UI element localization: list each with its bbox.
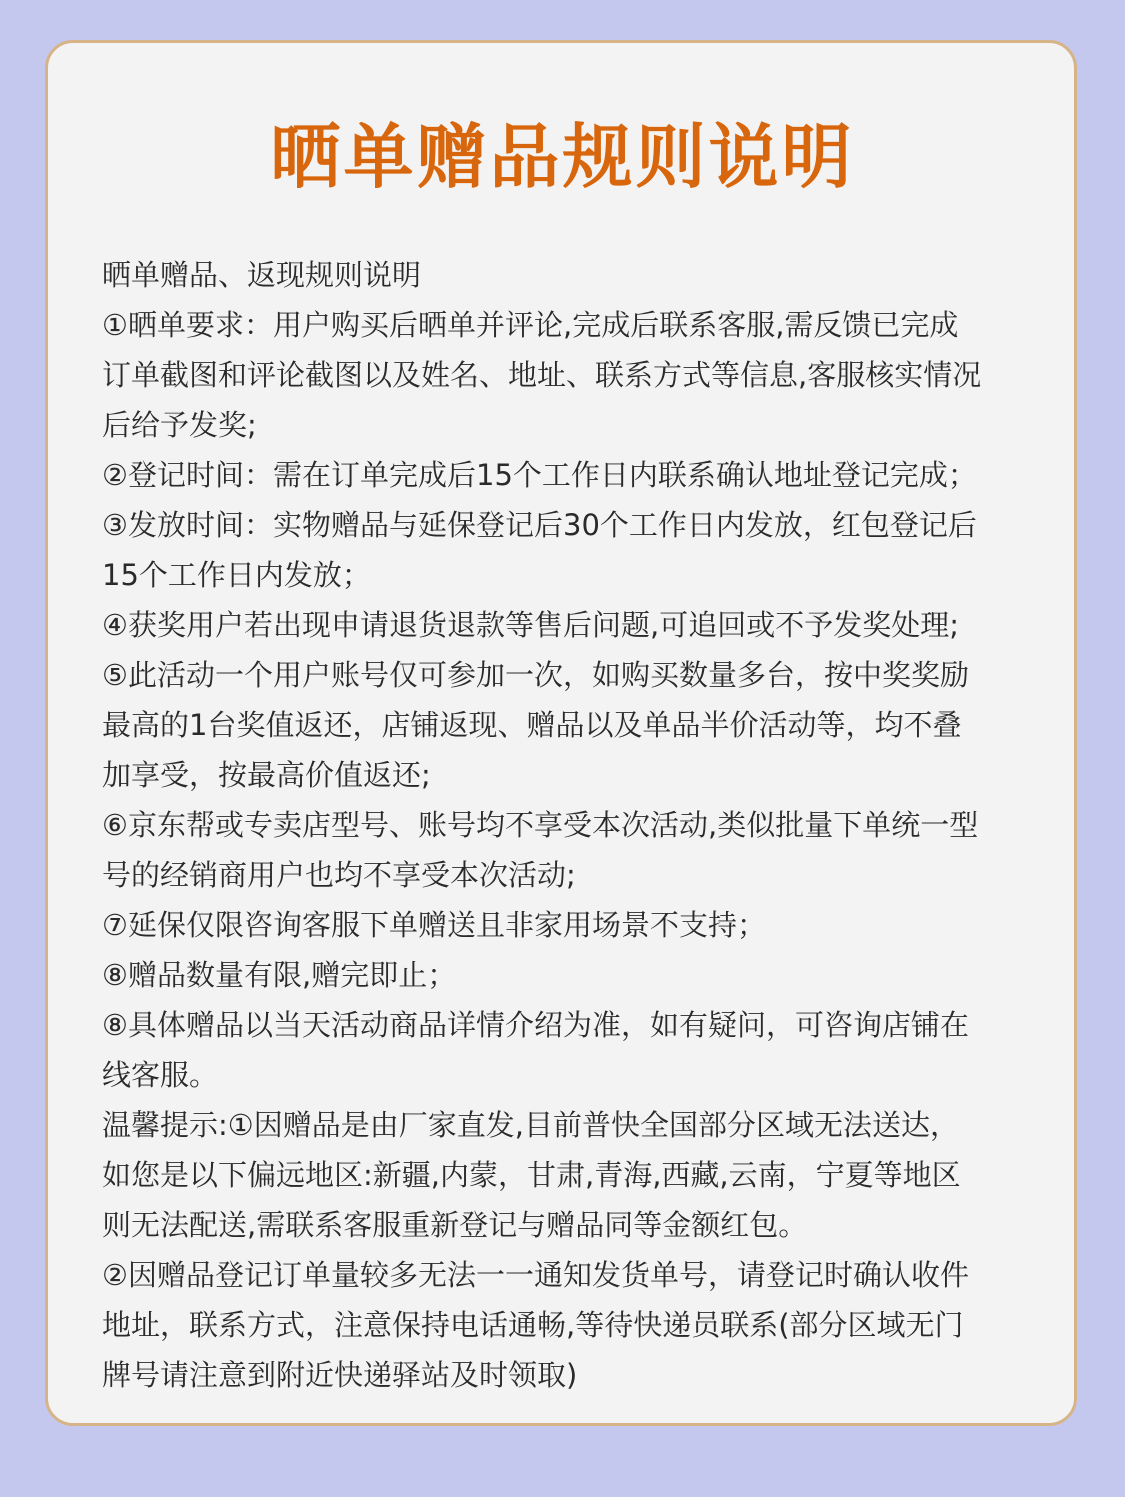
rules-line: 则无法配送,需联系客服重新登记与赠品同等金额红包。: [102, 1208, 808, 1242]
page-title: 晒单赠品规则说明: [270, 116, 855, 198]
rules-line: ③发放时间：实物赠品与延保登记后30个工作日内发放，红包登记后: [102, 508, 977, 542]
rules-text: [102, 250, 1062, 1400]
rules-line: ⑧具体赠品以当天活动商品详情介绍为准，如有疑问，可咨询店铺在: [102, 1008, 969, 1042]
rules-line: ⑧赠品数量有限,赠完即止；: [102, 958, 457, 992]
rules-line: 晒单赠品、返现规则说明: [102, 258, 422, 292]
rules-line: 牌号请注意到附近快递驿站及时领取): [102, 1358, 578, 1392]
rules-line: ①晒单要求：用户购买后晒单并评论,完成后联系客服,需反馈已完成: [102, 308, 959, 342]
rules-line: 地址，联系方式，注意保持电话通畅,等待快递员联系(部分区域无门: [102, 1308, 964, 1342]
rules-line: ⑤此活动一个用户账号仅可参加一次，如购买数量多台，按中奖奖励: [102, 658, 969, 692]
rules-line: 温馨提示:①因赠品是由厂家直发,目前普快全国部分区域无法送达，: [102, 1108, 959, 1142]
rules-line: 最高的1台奖值返还，店铺返现、赠品以及单品半价活动等，均不叠: [102, 708, 962, 742]
rules-line: 后给予发奖;: [102, 408, 257, 442]
rules-line: ⑦延保仅限咨询客服下单赠送且非家用场景不支持；: [102, 908, 766, 942]
rules-line: 15个工作日内发放；: [102, 558, 371, 592]
rules-line: 号的经销商用户也均不享受本次活动;: [102, 858, 576, 892]
rules-line: ④获奖用户若出现申请退货退款等售后问题,可追回或不予发奖处理;: [102, 608, 959, 642]
rules-line: 订单截图和评论截图以及姓名、地址、联系方式等信息,客服核实情况: [102, 358, 982, 392]
rules-line: ⑥京东帮或专卖店型号、账号均不享受本次活动,类似批量下单统一型: [102, 808, 979, 842]
rules-line: ②登记时间：需在订单完成后15个工作日内联系确认地址登记完成；: [102, 458, 977, 492]
rules-line: 如您是以下偏远地区:新疆,内蒙，甘肃,青海,西藏,云南，宁夏等地区: [102, 1158, 961, 1192]
rules-line: 线客服。: [102, 1058, 219, 1092]
rules-line: 加享受，按最高价值返还;: [102, 758, 431, 792]
rules-line: ②因赠品登记订单量较多无法一一通知发货单号，请登记时确认收件: [102, 1258, 969, 1292]
